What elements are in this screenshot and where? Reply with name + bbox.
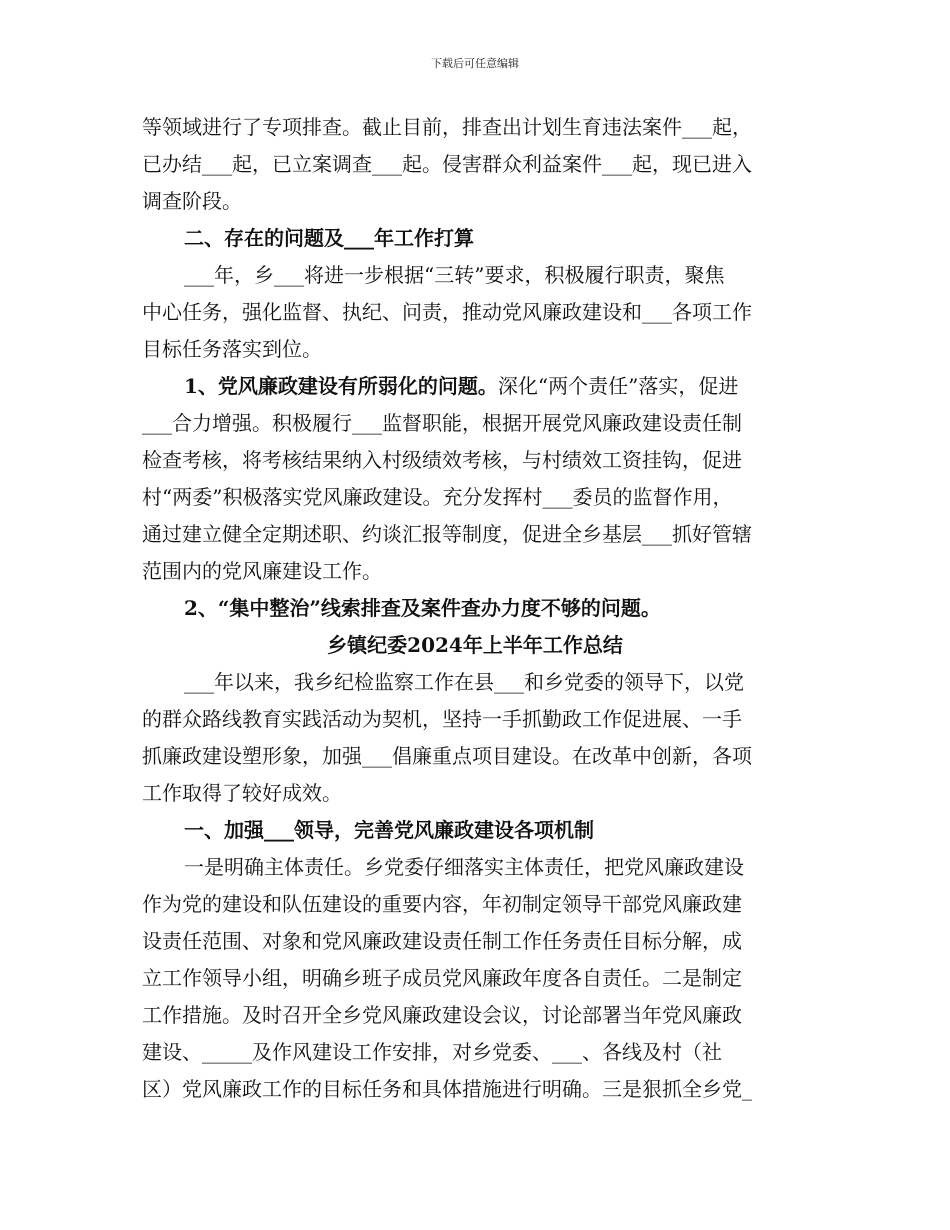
body-line: 作为党的建设和队伍建设的重要内容，年初制定领导干部党风廉政建 — [142, 892, 742, 916]
body-line: 已办结___起，已立案调查___起。侵害群众利益案件___起，现已进入 — [142, 152, 752, 176]
body-line: 检查考核，将考核结果纳入村级绩效考核，与村绩效工资挂钩，促进 — [142, 448, 742, 472]
body-line: ___合力增强。积极履行___监督职能，根据开展党风廉政建设责任制 — [142, 411, 742, 435]
paragraph-line — [184, 373, 738, 399]
body-line: 工作取得了较好成效。 — [142, 781, 342, 805]
section-heading: 二、存在的问题及___年工作打算 — [184, 226, 474, 250]
body-line: 立工作领导小组，明确乡班子成员党风廉政年度各自责任。二是制定 — [142, 966, 742, 990]
body-line: 建设、_____及作风建设工作安排，对乡党委、___、各线及村（社 — [142, 1040, 722, 1064]
body-line: 调查阶段。 — [142, 189, 242, 213]
document-title: 乡镇纪委2024年上半年工作总结 — [327, 633, 623, 657]
body-line: ___年，乡___将进一步根据“三转”要求，积极履行职责，聚焦 — [184, 263, 725, 287]
section-heading: 一、加强___领导，完善党风廉政建设各项机制 — [184, 818, 594, 842]
body-line: 等领域进行了专项排查。截止目前，排查出计划生育违法案件___起， — [142, 115, 752, 139]
body-line: 抓廉政建设塑形象，加强___倡廉重点项目建设。在改革中创新，各项 — [142, 744, 752, 768]
subheading: 2、“集中整治”线索排查及案件查办力度不够的问题。 — [184, 596, 661, 620]
body-line: ___年以来，我乡纪检监察工作在县___和乡党委的领导下，以党 — [184, 670, 744, 694]
body-line: 范围内的党风廉建设工作。 — [142, 559, 382, 583]
body-line: 的群众路线教育实践活动为契机，坚持一手抓勤政工作促进展、一手 — [142, 707, 742, 731]
subheading-inline: 1、党风廉政建设有所弱化的问题。 — [184, 374, 498, 398]
body-line: 村“两委”积极落实党风廉政建设。充分发挥村___委员的监督作用， — [142, 485, 733, 509]
body-line: 目标任务落实到位。 — [142, 337, 322, 361]
body-inline: 深化“两个责任”落实，促进 — [497, 374, 739, 398]
body-line: 设责任范围、对象和党风廉政建设责任制工作任务责任目标分解，成 — [142, 929, 742, 953]
body-line: 区）党风廉政工作的目标任务和具体措施进行明确。三是狠抓全乡党_ — [142, 1077, 752, 1101]
body-line: 工作措施。及时召开全乡党风廉政建设会议，讨论部署当年党风廉政 — [142, 1003, 742, 1027]
body-line: 中心任务，强化监督、执纪、问责，推动党风廉政建设和___各项工作 — [142, 300, 752, 324]
body-line: 通过建立健全定期述职、约谈汇报等制度，促进全乡基层___抓好管辖 — [142, 522, 752, 546]
page-header: 下载后可任意编辑 — [431, 57, 519, 70]
body-line: 一是明确主体责任。乡党委仔细落实主体责任，把党风廉政建设 — [184, 855, 744, 879]
